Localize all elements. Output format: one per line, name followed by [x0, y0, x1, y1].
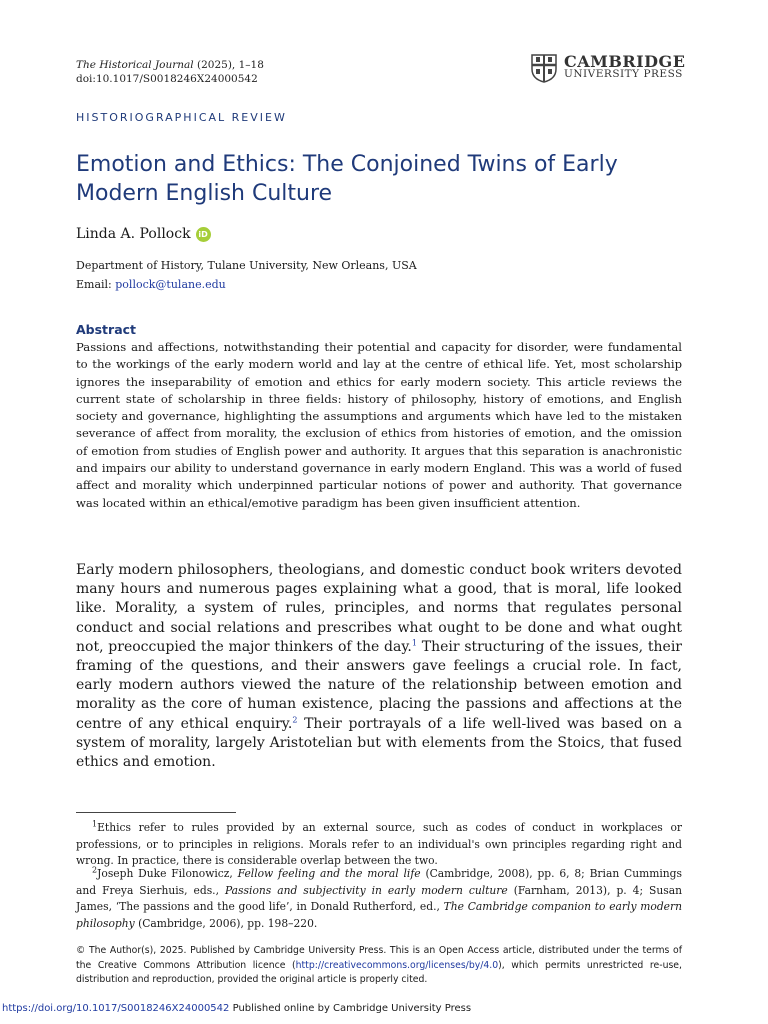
license-text-b: ), which permits unrestricted re-use, distribution and reproduction, provided the original article is properly cited.: [76, 959, 682, 985]
footer-doi-link[interactable]: https://doi.org/10.1017/S0018246X24000542: [2, 1003, 230, 1014]
journal-citation: [76, 58, 264, 86]
body-text-3: Their portrayals of a life well-lived was based on a system of morality, largely Aristotelian but with elements from the Stoics, that fused ethics and emotion.: [76, 715, 683, 771]
license-notice: [76, 944, 682, 988]
footnote-2-title-2: Passions and subjectivity in early modern culture: [224, 883, 508, 897]
footnote-2-title-1: Fellow feeling and the moral life: [237, 867, 421, 880]
footnote-2: [76, 866, 682, 932]
body-text-1: Early modern philosophers, theologians, and domestic conduct book writers devoted many hours and numerous pages explaining what a good, that is moral, life looked like. Morality, a system of rules, principles, and norms that regulates personal conduct and social relations and prescribes what ought to be done and what ought not, preoccupied the major thinkers of the day.: [76, 562, 682, 655]
footer-published: Published online by Cambridge University Press: [229, 1003, 472, 1014]
footnote-1-number: 1: [92, 819, 98, 829]
article-title: Emotion and Ethics: The Conjoined Twins of Early Modern English Culture: [76, 152, 618, 206]
footnote-2-title-3: The Cambridge companion to early modern philosophy: [76, 900, 682, 930]
license-text-a: © The Author(s), 2025. Published by Cambridge University Press. This is an Open Access article, distributed under the terms of the Creative Commons Attribution licence (: [76, 945, 682, 971]
body-text-2: Their structuring of the issues, their framing of the questions, and their answers gave feelings a crucial role. In fact, early modern authors viewed the nature of the relationship between emotion and morality as the core of human existence, placing the passions and affections at the centre of any ethical enquiry.: [76, 638, 682, 732]
page-footer: [2, 1003, 471, 1014]
footnote-2-text-a: Joseph Duke Filonowicz,: [97, 867, 238, 880]
footnote-ref-1[interactable]: 1: [411, 638, 417, 648]
footnote-divider: [76, 812, 236, 813]
author-name: Linda A. Pollock: [76, 226, 191, 242]
footnote-2-text-c: (Cambridge, 2008), pp. 6, 8; Brian Cummings and Freya Sierhuis, eds.,: [76, 867, 682, 897]
affiliation-block: [76, 256, 417, 294]
footnote-1-text: Ethics refer to rules provided by an external source, such as codes of conduct in workplaces or professions, or to principles in religions. Morals refer to an individual's own principles regarding right and wrong. In practice, there is considerable overlap between the two.: [76, 821, 682, 868]
journal-year-pages: (2025), 1–18: [193, 59, 264, 71]
footnote-1: [76, 820, 682, 870]
article-doi: doi:10.1017/S0018246X24000542: [76, 73, 258, 85]
email-label: Email:: [76, 278, 116, 291]
footnote-2-text-g: (Cambridge, 2006), pp. 198–220.: [134, 916, 318, 930]
email-link[interactable]: pollock@tulane.edu: [115, 278, 226, 291]
abstract-heading: Abstract: [76, 322, 137, 337]
orcid-icon[interactable]: iD: [196, 227, 211, 242]
footnote-2-text-e: (Farnham, 2013), p. 4; Susan James, ‘The passions and the good life’, in Donald Rutherford, ed.,: [76, 883, 682, 914]
abstract-text: Passions and affections, notwithstanding their potential and capacity for disorder, were fundamental to the workings of the early modern world and lay at the centre of ethical life. Yet, most scholarship ignores the inseparability of emotion and ethics for early modern society. This article reviews the current state of scholarship in three fields: history of philosophy, history of emotions, and English society and governance, highlighting the assumptions and arguments which have led to the mistaken severance of affect from morality, the exclusion of ethics from histories of emotion, and the omission of emotion from studies of English power and authority. It argues that this separation is anachronistic and impairs our ability to understand governance in early modern England. This was a world of fused affect and morality which underpinned particular notions of power and authority. That governance was located within an ethical/emotive paradigm has been given insufficient attention.: [76, 340, 682, 510]
author-line: [76, 226, 211, 242]
cambridge-crest-icon: [530, 53, 558, 83]
affiliation: Department of History, Tulane University, New Orleans, USA: [76, 259, 417, 272]
publisher-name: CAMBRIDGE: [564, 52, 686, 71]
journal-name: The Historical Journal: [76, 59, 194, 71]
publisher-logo: [530, 53, 685, 83]
footnote-2-number: 2: [92, 865, 98, 875]
section-label: HISTORIOGRAPHICAL REVIEW: [76, 111, 287, 124]
body-paragraph: [76, 561, 682, 772]
license-link[interactable]: http://creativecommons.org/licenses/by/4.0: [295, 959, 499, 971]
publisher-subname: UNIVERSITY PRESS: [564, 68, 683, 80]
footnote-ref-2[interactable]: 2: [292, 714, 298, 724]
